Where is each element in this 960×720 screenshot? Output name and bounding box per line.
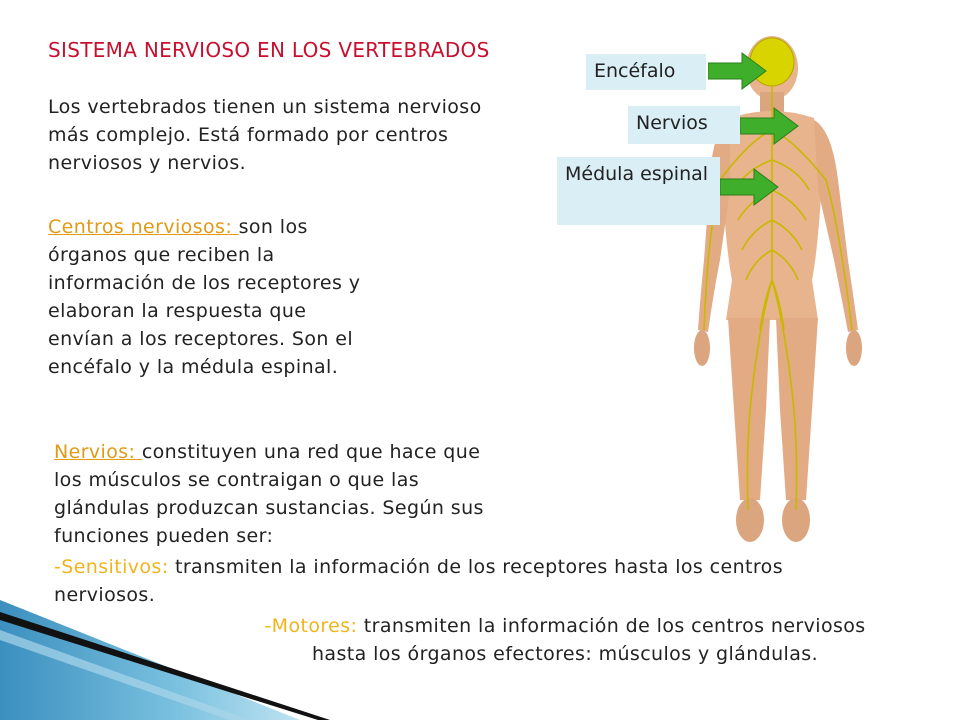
motores-prefix: -Motores: <box>264 615 358 637</box>
centros-text: son los órganos que reciben la información de los receptores y elaboran la respuesta que envían a los receptores. Son el encéfalo y la médula espinal. <box>48 216 361 378</box>
sensitivos-paragraph <box>54 553 854 609</box>
page-title: SISTEMA NERVIOSO EN LOS VERTEBRADOS <box>48 38 490 62</box>
label-encefalo: Encéfalo <box>586 54 706 90</box>
sensitivos-prefix: -Sensitivos: <box>54 556 169 578</box>
centros-paragraph <box>48 213 378 381</box>
nervios-paragraph <box>54 438 514 550</box>
label-medula-espinal: Médula espinal <box>557 157 720 225</box>
green-arrow-icon <box>720 167 780 207</box>
motores-text: transmiten la información de los centros nerviosos hasta los órganos efectores: músculos y glándulas. <box>311 615 866 665</box>
centros-keyword: Centros nerviosos: <box>48 216 239 238</box>
green-arrow-icon <box>708 51 768 91</box>
nervios-text: constituyen una red que hace que los músculos se contraigan o que las glándulas produzcan sustancias. Según sus funciones pueden ser: <box>54 441 484 547</box>
intro-paragraph: Los vertebrados tienen un sistema nervioso más complejo. Está formado por centros nerviosos y nervios. <box>48 96 482 174</box>
motores-paragraph <box>255 612 875 668</box>
green-arrow-icon <box>740 106 800 146</box>
label-nervios: Nervios <box>628 106 740 144</box>
nervios-keyword: Nervios: <box>54 441 142 463</box>
sensitivos-text: transmiten la información de los receptores hasta los centros nerviosos. <box>54 556 783 606</box>
